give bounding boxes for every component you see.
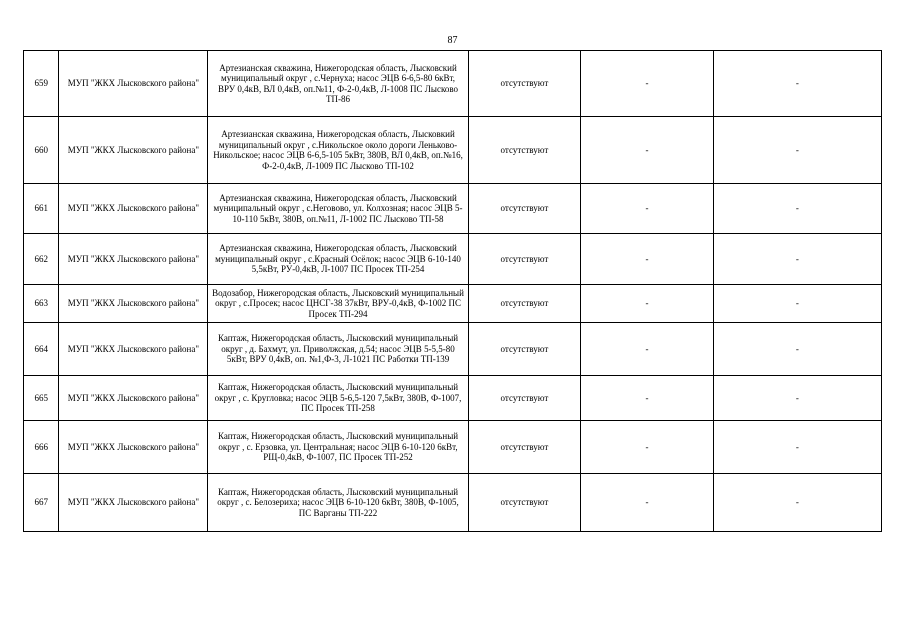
status-cell: отсутствуют xyxy=(468,421,580,474)
organization-cell: МУП "ЖКХ Лысковского района" xyxy=(59,323,208,376)
table-row xyxy=(24,234,882,285)
table-row xyxy=(24,421,882,474)
table-row xyxy=(24,184,882,234)
row-number: 665 xyxy=(24,376,59,421)
value-cell-1: - xyxy=(581,323,714,376)
row-number: 664 xyxy=(24,323,59,376)
organization-cell: МУП "ЖКХ Лысковского района" xyxy=(59,51,208,117)
value-cell-2: - xyxy=(713,117,881,184)
status-cell: отсутствуют xyxy=(468,117,580,184)
object-description-cell: Артезианская скважина, Нижегородская область, Лысковкий муниципальный округ , с.Никольское около дороги Леньково-Никольское; насос ЭЦВ 6-6,5-105 5кВт, 380В, ВЛ 0,4кВ, оп.№16, Ф-2-0,4кВ, Л-1009 ПС Лысково ТП-102 xyxy=(208,117,468,184)
object-description-cell: Артезианская скважина, Нижегородская область, Лысковский муниципальный округ , с.Красный Осёлок; насос ЭЦВ 6-10-140 5,5кВт, РУ-0,4кВ, Л-1007 ПС Просек ТП-254 xyxy=(208,234,468,285)
object-description-cell: Артезианская скважина, Нижегородская область, Лысковский муниципальный округ , с.Чернуха; насос ЭЦВ 6-6,5-80 6кВт, ВРУ 0,4кВ, ВЛ 0,4кВ, оп.№11, Ф-2-0,4кВ, Л-1008 ПС Лысково ТП-86 xyxy=(208,51,468,117)
table-row xyxy=(24,474,882,532)
objects-table xyxy=(23,50,882,532)
row-number: 662 xyxy=(24,234,59,285)
value-cell-2: - xyxy=(713,421,881,474)
object-description-cell: Каптаж, Нижегородская область, Лысковский муниципальный округ , с. Белозериха; насос ЭЦВ 6-10-120 6кВт, 380В, Ф-1005, ПС Варганы ТП-222 xyxy=(208,474,468,532)
object-description-cell: Водозабор, Нижегородская область, Лысковский муниципальный округ , с.Просек; насос ЦНСГ-38 37кВт, ВРУ-0,4кВ, Ф-1002 ПС Просек ТП-294 xyxy=(208,285,468,323)
value-cell-2: - xyxy=(713,234,881,285)
row-number: 666 xyxy=(24,421,59,474)
value-cell-2: - xyxy=(713,51,881,117)
organization-cell: МУП "ЖКХ Лысковского района" xyxy=(59,421,208,474)
table-row xyxy=(24,323,882,376)
table-row xyxy=(24,51,882,117)
value-cell-2: - xyxy=(713,376,881,421)
organization-cell: МУП "ЖКХ Лысковского района" xyxy=(59,474,208,532)
object-description-cell: Артезианская скважина, Нижегородская область, Лысковский муниципальный округ , с.Неговово, ул. Колхозная; насос ЭЦВ 5-10-110 5кВт, 380В, оп.№11, Л-1002 ПС Лысково ТП-58 xyxy=(208,184,468,234)
status-cell: отсутствуют xyxy=(468,184,580,234)
organization-cell: МУП "ЖКХ Лысковского района" xyxy=(59,376,208,421)
organization-cell: МУП "ЖКХ Лысковского района" xyxy=(59,184,208,234)
page-number: 87 xyxy=(447,35,458,46)
row-number: 667 xyxy=(24,474,59,532)
value-cell-1: - xyxy=(581,51,714,117)
value-cell-1: - xyxy=(581,184,714,234)
status-cell: отсутствуют xyxy=(468,51,580,117)
organization-cell: МУП "ЖКХ Лысковского района" xyxy=(59,285,208,323)
value-cell-2: - xyxy=(713,474,881,532)
value-cell-1: - xyxy=(581,376,714,421)
status-cell: отсутствуют xyxy=(468,474,580,532)
value-cell-1: - xyxy=(581,117,714,184)
value-cell-2: - xyxy=(713,323,881,376)
object-description-cell: Каптаж, Нижегородская область, Лысковский муниципальный округ , д. Бахмут, ул. Приволжская, д.54; насос ЭЦВ 5-5,5-80 5кВт, ВРУ 0,4кВ, оп. №1,Ф-3, Л-1021 ПС Работки ТП-139 xyxy=(208,323,468,376)
value-cell-1: - xyxy=(581,421,714,474)
value-cell-1: - xyxy=(581,474,714,532)
row-number: 663 xyxy=(24,285,59,323)
row-number: 659 xyxy=(24,51,59,117)
table-row xyxy=(24,285,882,323)
object-description-cell: Каптаж, Нижегородская область, Лысковский муниципальный округ , с. Ерзовка, ул. Центральная; насос ЭЦВ 6-10-120 6кВт, РЩ-0,4кВ, Ф-1007, ПС Просек ТП-252 xyxy=(208,421,468,474)
row-number: 660 xyxy=(24,117,59,184)
object-description-cell: Каптаж, Нижегородская область, Лысковский муниципальный округ , с. Кругловка; насос ЭЦВ 5-6,5-120 7,5кВт, 380В, Ф-1007, ПС Просек ТП-258 xyxy=(208,376,468,421)
organization-cell: МУП "ЖКХ Лысковского района" xyxy=(59,234,208,285)
status-cell: отсутствуют xyxy=(468,285,580,323)
value-cell-2: - xyxy=(713,285,881,323)
status-cell: отсутствуют xyxy=(468,323,580,376)
organization-cell: МУП "ЖКХ Лысковского района" xyxy=(59,117,208,184)
value-cell-1: - xyxy=(581,285,714,323)
status-cell: отсутствуют xyxy=(468,376,580,421)
value-cell-1: - xyxy=(581,234,714,285)
value-cell-2: - xyxy=(713,184,881,234)
table-row xyxy=(24,376,882,421)
status-cell: отсутствуют xyxy=(468,234,580,285)
table-row xyxy=(24,117,882,184)
row-number: 661 xyxy=(24,184,59,234)
